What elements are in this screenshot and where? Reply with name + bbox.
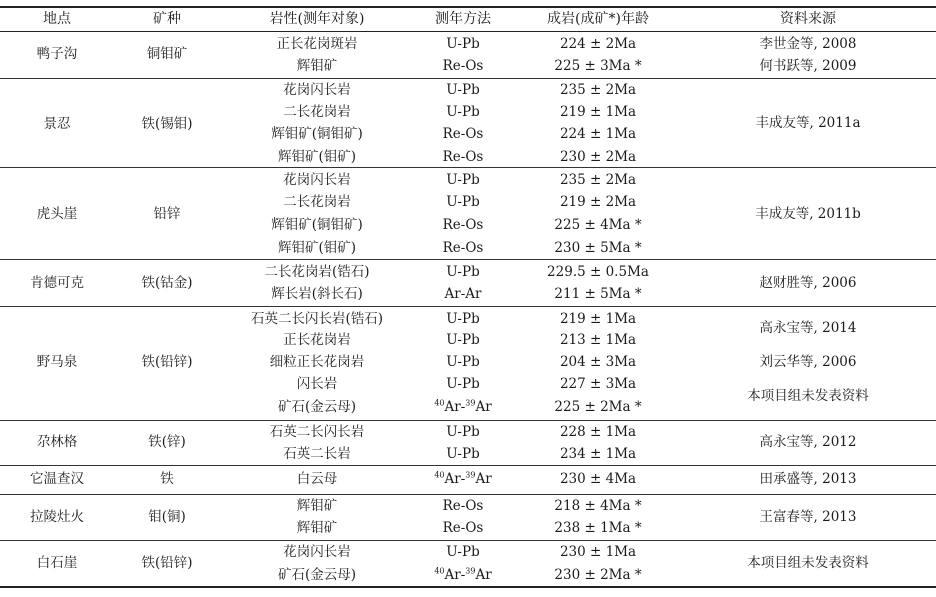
age-cell: 204 ± 3Ma	[559, 354, 637, 370]
method-cell: Re-Os	[442, 58, 484, 74]
isotope-mass-sup: 39	[465, 566, 476, 576]
rock-type-cell: 辉长岩(斜长石)	[271, 286, 363, 302]
method-cell	[434, 469, 491, 489]
mineral-cell: 铁	[160, 471, 174, 487]
rock-type-cell: 正长花岗岩	[283, 332, 351, 348]
source-cell: 丰成友等, 2011b	[755, 206, 861, 222]
mineral-cell: 铜钼矿	[146, 46, 188, 62]
rock-type-cell: 石英二长岩	[283, 446, 351, 462]
mineral-cell: 铁(铅锌)	[141, 354, 193, 370]
source-cell: 高永宝等, 2012	[759, 434, 857, 450]
source-cell: 王富春等, 2013	[759, 509, 857, 525]
mineral-cell: 铁(锌)	[148, 434, 186, 450]
rock-type-cell: 矿石(金云母)	[277, 567, 357, 583]
method-cell: U-Pb	[446, 172, 480, 188]
age-cell: 225 ± 2Ma *	[554, 399, 642, 415]
method-cell: U-Pb	[446, 354, 480, 370]
age-cell: 229.5 ± 0.5Ma	[547, 264, 649, 280]
age-cell: 211 ± 5Ma *	[554, 286, 642, 302]
rock-type-cell: 辉钼矿(铜钼矿)	[271, 217, 363, 233]
group-separator	[0, 540, 936, 541]
age-cell: 235 ± 2Ma	[559, 82, 637, 98]
isotope-mass-sup: 39	[465, 398, 476, 408]
header-age: 成岩(成矿*)年龄	[547, 11, 649, 27]
header-rule	[0, 31, 936, 32]
rock-type-cell: 辉钼矿	[296, 498, 338, 514]
source-cell: 本项目组未发表资料	[747, 555, 869, 571]
method-part: Ar	[475, 399, 492, 415]
method-cell: U-Pb	[446, 332, 480, 348]
method-part: Ar-	[444, 399, 466, 415]
method-cell: U-Pb	[446, 544, 480, 560]
mineral-cell: 铁(铅锌)	[141, 555, 193, 571]
isotope-mass-sup: 40	[434, 566, 445, 576]
location-cell: 尕林格	[36, 434, 78, 450]
rock-type-cell: 石英二长闪长岩	[269, 424, 365, 440]
method-cell: Re-Os	[442, 498, 484, 514]
location-cell: 白石崖	[36, 555, 78, 571]
age-cell: 218 ± 4Ma *	[554, 498, 642, 514]
header-rock-type: 岩性(测年对象)	[269, 11, 365, 27]
method-cell: U-Pb	[446, 376, 480, 392]
rock-type-cell: 闪长岩	[296, 376, 338, 392]
age-cell: 224 ± 1Ma	[559, 126, 637, 142]
method-cell: Re-Os	[442, 126, 484, 142]
group-separator	[0, 78, 936, 79]
group-separator	[0, 306, 936, 307]
age-cell: 228 ± 1Ma	[559, 424, 637, 440]
mineral-cell: 钼(铜)	[148, 509, 186, 525]
age-cell: 238 ± 1Ma *	[554, 520, 642, 536]
mineral-cell: 铁(钴金)	[141, 275, 193, 291]
method-cell: U-Pb	[446, 36, 480, 52]
isotope-mass-sup: 40	[434, 398, 445, 408]
group-separator	[0, 167, 936, 168]
header-method: 测年方法	[435, 11, 491, 27]
source-cell: 丰成友等, 2011a	[755, 115, 861, 131]
rock-type-cell: 石英二长闪长岩(锆石)	[250, 311, 384, 327]
rock-type-cell: 二长花岗岩	[283, 194, 351, 210]
rock-type-cell: 辉钼矿(钼矿)	[277, 240, 357, 256]
age-cell: 230 ± 2Ma *	[554, 567, 642, 583]
method-cell: Re-Os	[442, 149, 484, 165]
method-cell: U-Pb	[446, 104, 480, 120]
location-cell: 野马泉	[36, 354, 78, 370]
age-cell: 219 ± 1Ma	[559, 104, 637, 120]
method-part: Ar-	[444, 567, 466, 583]
age-cell: 213 ± 1Ma	[559, 332, 637, 348]
age-cell: 219 ± 1Ma	[559, 311, 637, 327]
source-cell: 李世金等, 2008	[759, 36, 857, 52]
isotope-mass-sup: 40	[434, 470, 445, 480]
source-cell: 何书跃等, 2009	[759, 58, 857, 74]
age-cell: 227 ± 3Ma	[559, 376, 637, 392]
rock-type-cell: 细粒正长花岗岩	[269, 354, 365, 370]
method-cell: U-Pb	[446, 311, 480, 327]
source-cell: 本项目组未发表资料	[747, 388, 869, 404]
rock-type-cell: 二长花岗岩(锆石)	[264, 264, 370, 280]
location-cell: 拉陵灶火	[30, 509, 84, 525]
isotope-mass-sup: 39	[465, 470, 476, 480]
age-cell: 235 ± 2Ma	[559, 172, 637, 188]
rock-type-cell: 辉钼矿(铜钼矿)	[271, 126, 363, 142]
method-cell	[434, 397, 491, 417]
source-cell: 田承盛等, 2013	[759, 471, 857, 487]
method-part: Ar	[475, 567, 492, 583]
method-cell: U-Pb	[446, 446, 480, 462]
method-cell: Re-Os	[442, 217, 484, 233]
header-mineral: 矿种	[153, 11, 181, 27]
location-cell: 肯德可克	[30, 275, 84, 291]
method-cell: Re-Os	[442, 520, 484, 536]
mineral-cell: 铅锌	[153, 206, 181, 222]
group-separator	[0, 420, 936, 421]
age-cell: 230 ± 2Ma	[559, 149, 637, 165]
source-cell: 刘云华等, 2006	[759, 354, 857, 370]
rock-type-cell: 白云母	[296, 471, 338, 487]
rock-type-cell: 矿石(金云母)	[277, 399, 357, 415]
method-cell: U-Pb	[446, 424, 480, 440]
method-cell: Ar-Ar	[444, 286, 482, 302]
table-bottom-rule	[0, 586, 936, 588]
method-part: Ar-	[444, 471, 466, 487]
location-cell: 鸭子沟	[36, 46, 78, 62]
method-part: Ar	[475, 471, 492, 487]
rock-type-cell: 花岗闪长岩	[283, 544, 351, 560]
rock-type-cell: 辉钼矿(钼矿)	[277, 149, 357, 165]
method-cell: U-Pb	[446, 194, 480, 210]
location-cell: 景忍	[43, 116, 71, 132]
age-cell: 230 ± 1Ma	[559, 544, 637, 560]
age-cell: 230 ± 4Ma	[559, 471, 637, 487]
rock-type-cell: 正长花岗斑岩	[276, 36, 358, 52]
rock-type-cell: 花岗闪长岩	[283, 172, 351, 188]
age-cell: 219 ± 2Ma	[559, 194, 637, 210]
mineral-cell: 铁(锡钼)	[141, 116, 193, 132]
rock-type-cell: 花岗闪长岩	[283, 82, 351, 98]
location-cell: 它温查汉	[30, 471, 84, 487]
age-cell: 230 ± 5Ma *	[554, 240, 642, 256]
method-cell	[434, 565, 491, 585]
location-cell: 虎头崖	[36, 206, 78, 222]
age-cell: 225 ± 3Ma *	[554, 58, 642, 74]
method-cell: U-Pb	[446, 264, 480, 280]
header-source: 资料来源	[780, 11, 836, 27]
method-cell: Re-Os	[442, 240, 484, 256]
age-cell: 234 ± 1Ma	[559, 446, 637, 462]
age-cell: 225 ± 4Ma *	[554, 217, 642, 233]
header-location: 地点	[43, 11, 71, 27]
method-cell: U-Pb	[446, 82, 480, 98]
source-cell: 高永宝等, 2014	[759, 320, 857, 336]
group-separator	[0, 259, 936, 260]
group-separator	[0, 465, 936, 466]
group-separator	[0, 494, 936, 495]
rock-type-cell: 辉钼矿	[296, 520, 338, 536]
rock-type-cell: 二长花岗岩	[283, 104, 351, 120]
rock-type-cell: 辉钼矿	[296, 58, 338, 74]
source-cell: 赵财胜等, 2006	[759, 275, 857, 291]
age-cell: 224 ± 2Ma	[559, 36, 637, 52]
table-top-rule	[0, 6, 936, 8]
